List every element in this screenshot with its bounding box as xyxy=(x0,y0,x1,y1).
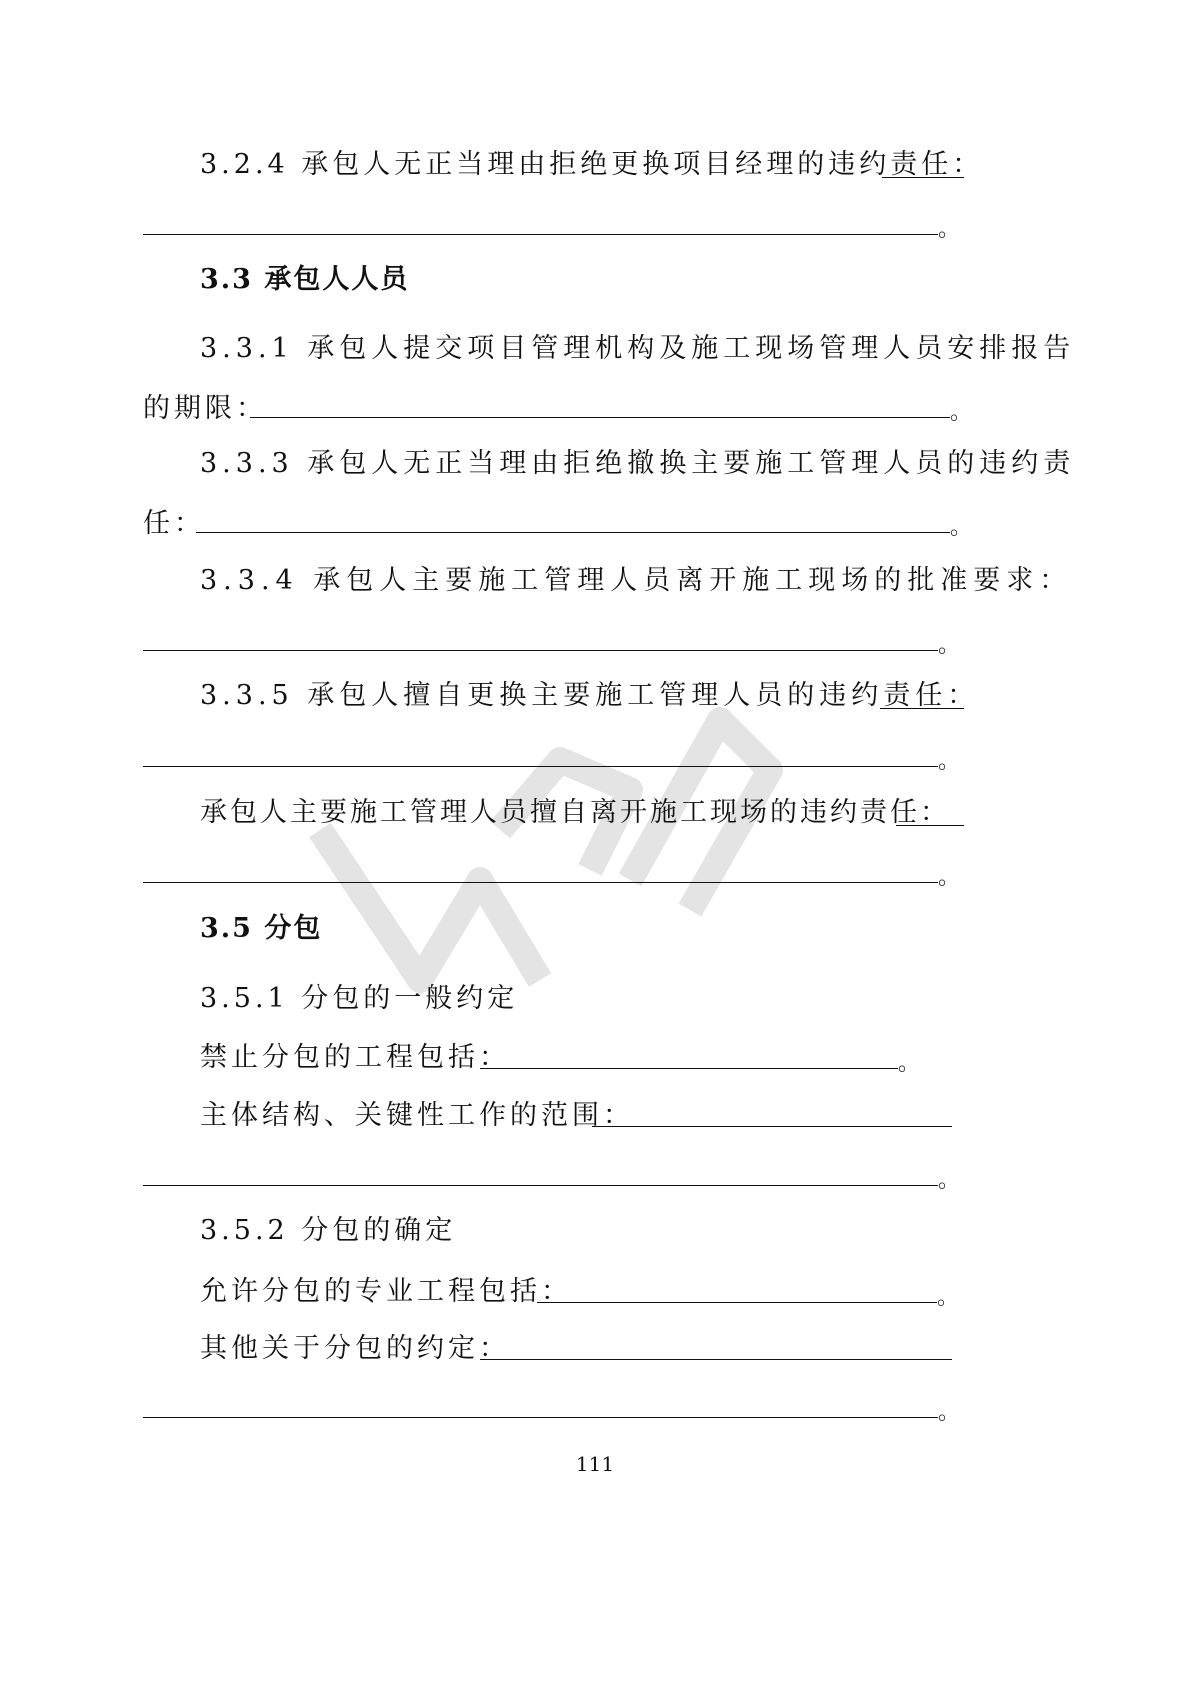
clause-leave-site: 承包人主要施工管理人员擅自离开施工现场的违约责任： xyxy=(200,797,950,828)
clause-3-5-1: 3.5.1 分包的一般约定 xyxy=(200,983,519,1014)
period: 。 xyxy=(938,1400,961,1425)
period: 。 xyxy=(937,1285,960,1310)
blank-3-3-5-a[interactable] xyxy=(880,708,964,709)
period: 。 xyxy=(938,633,961,658)
section-heading-3-3: 3.3 承包人人员 xyxy=(200,264,410,295)
clause-3-3-5: 3.3.5 承包人擅自更换主要施工管理人员的违约责任： xyxy=(200,680,980,711)
blank-main-structure-a[interactable] xyxy=(592,1126,952,1127)
blank-allowed-subcontract[interactable] xyxy=(537,1302,937,1303)
period: 。 xyxy=(938,1168,961,1193)
blank-3-2-4-a[interactable] xyxy=(882,177,964,178)
section-heading-3-5: 3.5 分包 xyxy=(200,913,323,944)
blank-leave-site-b[interactable] xyxy=(143,882,938,883)
period: 。 xyxy=(950,400,973,425)
clause-3-2-4: 3.2.4 承包人无正当理由拒绝更换项目经理的违约责任： xyxy=(200,149,984,180)
blank-other-subcontract-b[interactable] xyxy=(143,1417,938,1418)
blank-3-2-4-b[interactable] xyxy=(143,234,938,235)
clause-allowed-subcontract: 允许分包的专业工程包括： xyxy=(200,1276,572,1307)
blank-leave-site-a[interactable] xyxy=(896,825,964,826)
blank-main-structure-b[interactable] xyxy=(143,1185,938,1186)
clause-3-3-1: 3.3.1 承包人提交项目管理机构及施工现场管理人员安排报告 xyxy=(200,333,1076,364)
blank-3-3-4[interactable] xyxy=(143,650,938,651)
period: 。 xyxy=(950,515,973,540)
clause-main-structure: 主体结构、关键性工作的范围： xyxy=(200,1100,634,1131)
clause-other-subcontract: 其他关于分包的约定： xyxy=(200,1333,510,1364)
wps-watermark-icon xyxy=(300,680,800,1010)
period: 。 xyxy=(938,217,961,242)
blank-other-subcontract-a[interactable] xyxy=(480,1359,952,1360)
clause-3-3-4: 3.3.4 承包人主要施工管理人员离开施工现场的批准要求： xyxy=(200,565,1073,596)
page-number: 111 xyxy=(575,1452,615,1476)
clause-3-5-2: 3.5.2 分包的确定 xyxy=(200,1215,457,1246)
period: 。 xyxy=(938,749,961,774)
clause-3-3-1-cont: 的期限： xyxy=(143,393,267,424)
blank-3-3-1[interactable] xyxy=(250,417,950,418)
period: 。 xyxy=(898,1051,921,1076)
blank-forbidden-subcontract[interactable] xyxy=(480,1068,898,1069)
clause-3-3-3-cont: 任： xyxy=(143,508,205,539)
blank-3-3-3[interactable] xyxy=(196,532,950,533)
clause-3-3-3: 3.3.3 承包人无正当理由拒绝撤换主要施工管理人员的违约责 xyxy=(200,448,1076,479)
blank-3-3-5-b[interactable] xyxy=(143,766,938,767)
period: 。 xyxy=(938,865,961,890)
clause-forbidden-subcontract: 禁止分包的工程包括： xyxy=(200,1042,510,1073)
